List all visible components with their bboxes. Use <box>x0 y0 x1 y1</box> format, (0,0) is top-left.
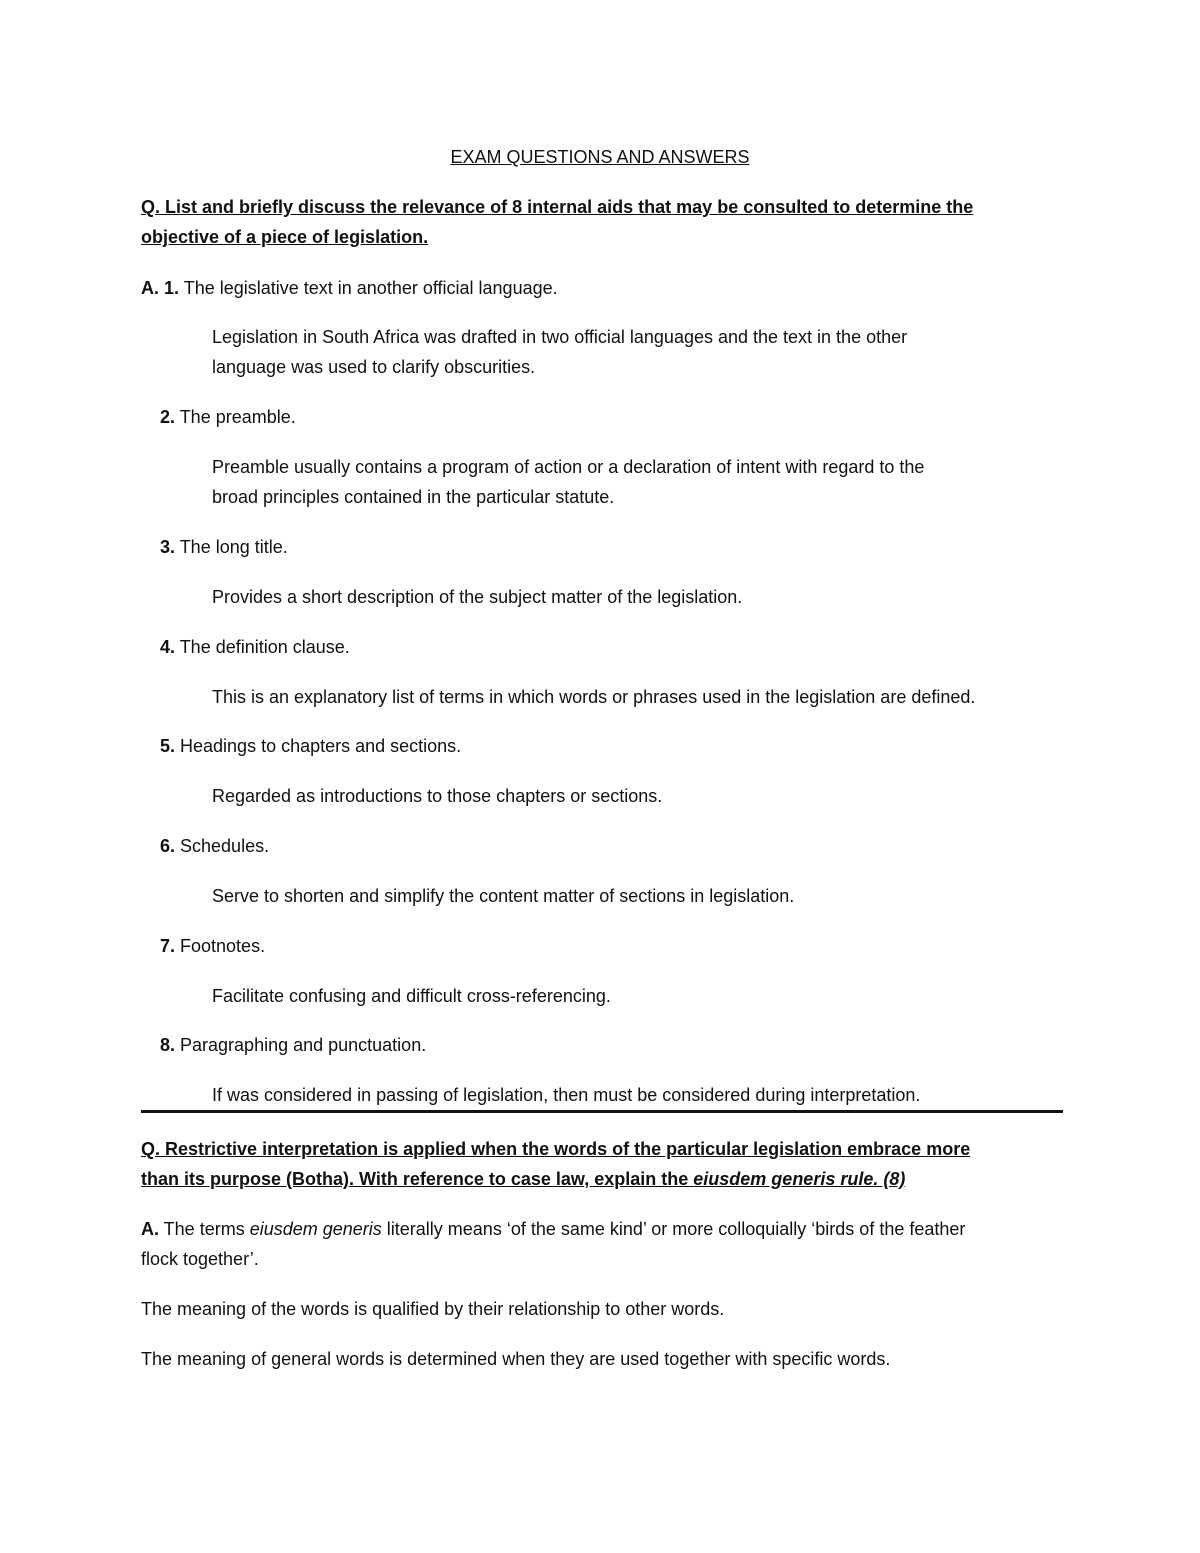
item-number: 4. <box>160 637 176 657</box>
question-2-italic-text: eiusdem generis rule. (8) <box>693 1169 906 1189</box>
answer-2-italic-term: eiusdem generis <box>249 1219 382 1239</box>
answer-2-line-2: flock together’. <box>141 1249 259 1269</box>
question-2-text: Restrictive interpretation is applied when the words of the particular legislation embrace more <box>160 1139 971 1159</box>
answer-label: A. <box>141 1219 159 1239</box>
item-heading: Footnotes. <box>175 936 266 956</box>
question-1-line-1 <box>141 195 973 219</box>
question-2-text: than its purpose (Botha). With reference to case law, explain the <box>141 1169 694 1189</box>
item-heading: Schedules. <box>175 836 270 856</box>
question-2-line-2 <box>141 1167 905 1191</box>
item-heading: The long title. <box>175 537 288 557</box>
item-heading: The preamble. <box>175 407 296 427</box>
item-detail-line: This is an explanatory list of terms in which words or phrases used in the legislation are defined. <box>212 687 976 707</box>
item-heading: The definition clause. <box>175 637 350 657</box>
answer-1-item-2 <box>160 405 296 429</box>
item-detail-line: Provides a short description of the subject matter of the legislation. <box>212 587 743 607</box>
answer-2-text: literally means ‘of the same kind’ or more colloquially ‘birds of the feather <box>381 1219 966 1239</box>
item-detail-line: Facilitate confusing and difficult cross-referencing. <box>212 986 611 1006</box>
item-detail-line: Preamble usually contains a program of action or a declaration of intent with regard to the <box>212 457 925 477</box>
item-number: 2. <box>160 407 176 427</box>
document-title: EXAM QUESTIONS AND ANSWERS <box>450 147 750 167</box>
question-label: Q. <box>141 197 161 217</box>
section-divider <box>141 1110 1063 1113</box>
answer-2-text: The terms <box>159 1219 250 1239</box>
item-detail-line: language was used to clarify obscurities. <box>212 357 536 377</box>
item-detail-line: Regarded as introductions to those chapters or sections. <box>212 786 663 806</box>
answer-2-paragraph-2: The meaning of the words is qualified by their relationship to other words. <box>141 1299 725 1319</box>
answer-1-item-3 <box>160 535 288 559</box>
item-heading: Paragraphing and punctuation. <box>175 1035 427 1055</box>
item-detail-line: If was considered in passing of legislation, then must be considered during interpretation. <box>212 1085 921 1105</box>
item-heading: Headings to chapters and sections. <box>175 736 462 756</box>
answer-label: A. <box>141 278 159 298</box>
answer-1-item-8 <box>160 1033 426 1057</box>
question-1-line-2: objective of a piece of legislation. <box>141 227 429 247</box>
item-heading: The legislative text in another official language. <box>179 278 558 298</box>
answer-2-line-1 <box>141 1217 965 1241</box>
question-1-text: List and briefly discuss the relevance of 8 internal aids that may be consulted to determine the <box>160 197 974 217</box>
item-number: 7. <box>160 936 176 956</box>
answer-2-paragraph-3: The meaning of general words is determined when they are used together with specific words. <box>141 1349 891 1369</box>
item-detail-line: Legislation in South Africa was drafted in two official languages and the text in the other <box>212 327 908 347</box>
item-number: 3. <box>160 537 176 557</box>
answer-1-item-6 <box>160 834 269 858</box>
question-2-line-1 <box>141 1137 970 1161</box>
item-number: 1. <box>164 278 180 298</box>
answer-1-item-7 <box>160 934 265 958</box>
answer-1-item-5 <box>160 734 461 758</box>
item-detail-line: Serve to shorten and simplify the content matter of sections in legislation. <box>212 886 795 906</box>
item-detail-line: broad principles contained in the particular statute. <box>212 487 615 507</box>
item-number: 8. <box>160 1035 176 1055</box>
item-number: 6. <box>160 836 176 856</box>
answer-1-item-1 <box>141 276 558 300</box>
item-number: 5. <box>160 736 176 756</box>
question-label: Q. <box>141 1139 161 1159</box>
answer-1-item-4 <box>160 635 350 659</box>
